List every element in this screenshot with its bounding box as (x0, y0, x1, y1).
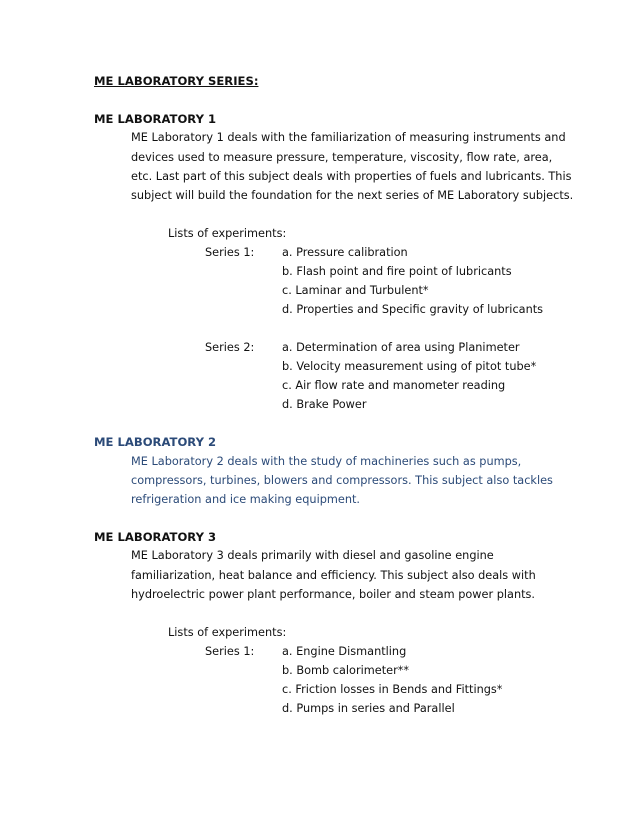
experiment-item: c. Air flow rate and manometer reading (282, 379, 506, 392)
lab1-desc-line: etc. Last part of this subject deals with properties of fuels and lubricants. This (131, 170, 572, 183)
lab3-desc-line: ME Laboratory 3 deals primarily with diesel and gasoline engine (131, 549, 494, 562)
experiment-item: d. Properties and Specific gravity of lubricants (282, 303, 544, 316)
lab2-desc-line: compressors, turbines, blowers and compressors. This subject also tackles (131, 474, 553, 487)
lab3-desc-line: hydroelectric power plant performance, boiler and steam power plants. (131, 588, 536, 601)
experiment-item: a. Engine Dismantling (282, 645, 407, 658)
lab1-desc-line: devices used to measure pressure, temperature, viscosity, flow rate, area, (131, 151, 553, 164)
lab3-series1-label: Series 1: (205, 645, 255, 658)
experiment-item: a. Pressure calibration (282, 246, 408, 259)
lab1-heading: ME LABORATORY 1 (94, 112, 217, 126)
lab3-heading: ME LABORATORY 3 (94, 530, 217, 544)
lab1-desc-line: subject will build the foundation for the next series of ME Laboratory subjects. (131, 189, 574, 202)
experiment-item: a. Determination of area using Planimeter (282, 341, 520, 354)
experiment-item: b. Bomb calorimeter** (282, 664, 410, 677)
lab3-lists-label: Lists of experiments: (168, 626, 287, 639)
lab2-heading: ME LABORATORY 2 (94, 435, 217, 449)
lab3-desc-line: familiarization, heat balance and efficiency. This subject also deals with (131, 569, 536, 582)
experiment-item: b. Velocity measurement using of pitot tube* (282, 360, 537, 373)
lab1-series1-label: Series 1: (205, 246, 255, 259)
experiment-item: c. Laminar and Turbulent* (282, 284, 429, 297)
experiment-item: b. Flash point and fire point of lubricants (282, 265, 512, 278)
lab1-lists-label: Lists of experiments: (168, 227, 287, 240)
lab2-desc-line: refrigeration and ice making equipment. (131, 493, 361, 506)
series-title: ME LABORATORY SERIES: (94, 74, 259, 88)
experiment-item: d. Brake Power (282, 398, 367, 411)
lab2-desc-line: ME Laboratory 2 deals with the study of machineries such as pumps, (131, 455, 522, 468)
experiment-item: d. Pumps in series and Parallel (282, 702, 455, 715)
experiment-item: c. Friction losses in Bends and Fittings* (282, 683, 503, 696)
lab1-series2-label: Series 2: (205, 341, 255, 354)
lab1-desc-line: ME Laboratory 1 deals with the familiarization of measuring instruments and (131, 131, 566, 144)
